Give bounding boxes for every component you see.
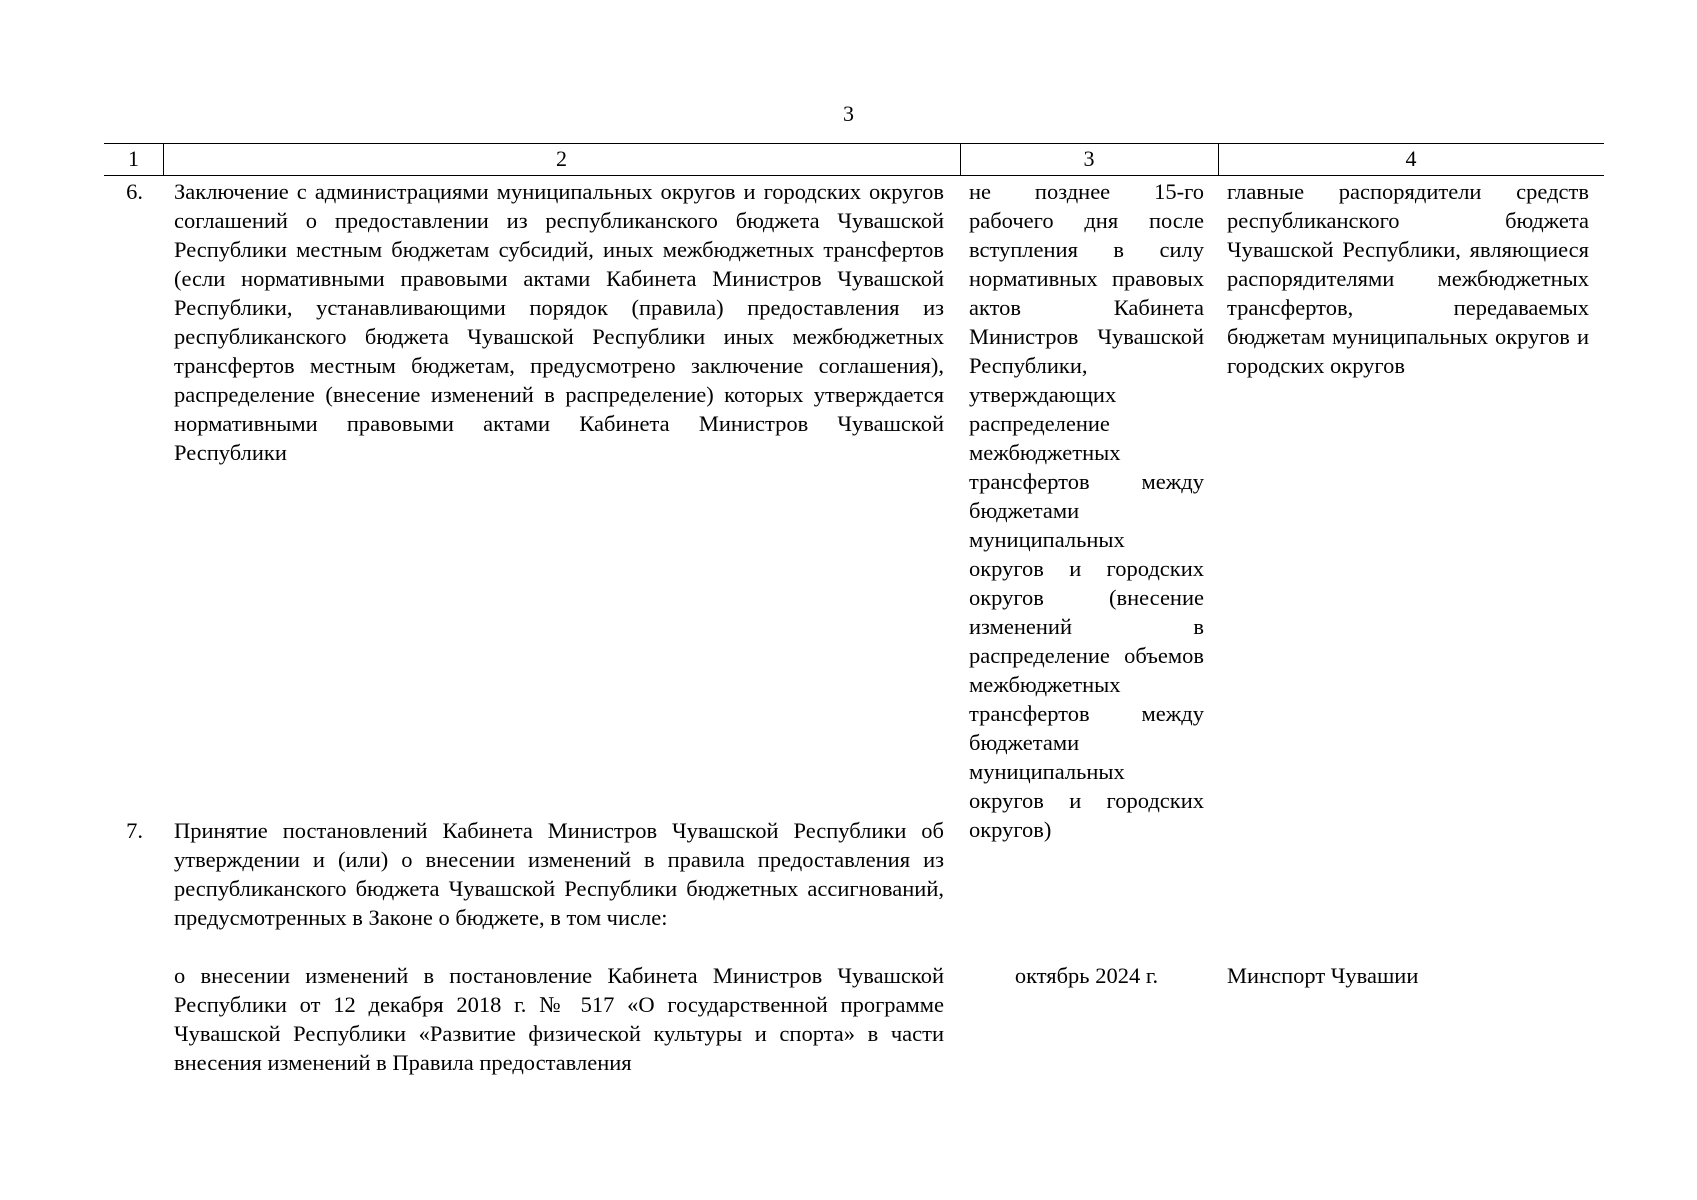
table-header <box>104 143 1604 176</box>
row-6-number: 6. <box>126 179 143 204</box>
row-6-deadline: не позднее 15-го рабочего дня после вступления в силу нормативных правовых актов Кабинета Министров Чувашской Республики, утверждающих распределение межбюджетных трансфертов между бюджетами муниципальных округов и городских округов (внесение изменений в распределение объемов межбюджетных трансфертов между бюджетами муниципальных округов и городских округов) <box>969 179 1204 842</box>
row-7-sub-description: о внесении изменений в постановление Кабинета Министров Чувашской Республики от 12 декабря 2018 г. № 517 «О государственной программе Чувашской Республики «Развитие физической культуры и спорта» в части внесения изменений в Правила предоставления <box>174 963 944 1075</box>
row-6-description: Заключение с администрациями муниципальных округов и городских округов соглашений о предоставлении из республиканского бюджета Чувашской Республики местным бюджетам субсидий, иных межбюджетных трансфертов (если нормативными правовыми актами Кабинета Министров Чувашской Республики, устанавливающими порядок (правила) предоставления из республиканского бюджета Чувашской Республики иных межбюджетных трансфертов местным бюджетам, предусмотрено заключение соглашения), распределение (внесение изменений в распределение) которых утверждается нормативными правовыми актами Кабинета Министров Чувашской Республики <box>174 179 944 465</box>
row-7-description: Принятие постановлений Кабинета Министров Чувашской Республики об утверждении и (или) о внесении изменений в правила предоставления из республиканского бюджета Чувашской Республики бюджетных ассигнований, предусмотренных в Законе о бюджете, в том числе: <box>174 818 944 930</box>
header-col-1: 1 <box>104 144 164 175</box>
row-7-sub-deadline: октябрь 2024 г. <box>1014 963 1159 988</box>
header-col-4: 4 <box>1405 146 1417 171</box>
row-7-sub-responsible: Минспорт Чувашии <box>1227 963 1419 988</box>
row-7-number: 7. <box>126 818 143 843</box>
row-6-responsible: главные распорядители средств республиканского бюджета Чувашской Республики, являющиеся распорядителями межбюджетных трансфертов, передаваемых бюджетам муниципальных округов и городских округов <box>1227 179 1589 378</box>
page-number: 3 <box>843 101 854 126</box>
header-col-2: 2 <box>163 144 961 175</box>
header-col-3: 3 <box>960 144 1219 175</box>
